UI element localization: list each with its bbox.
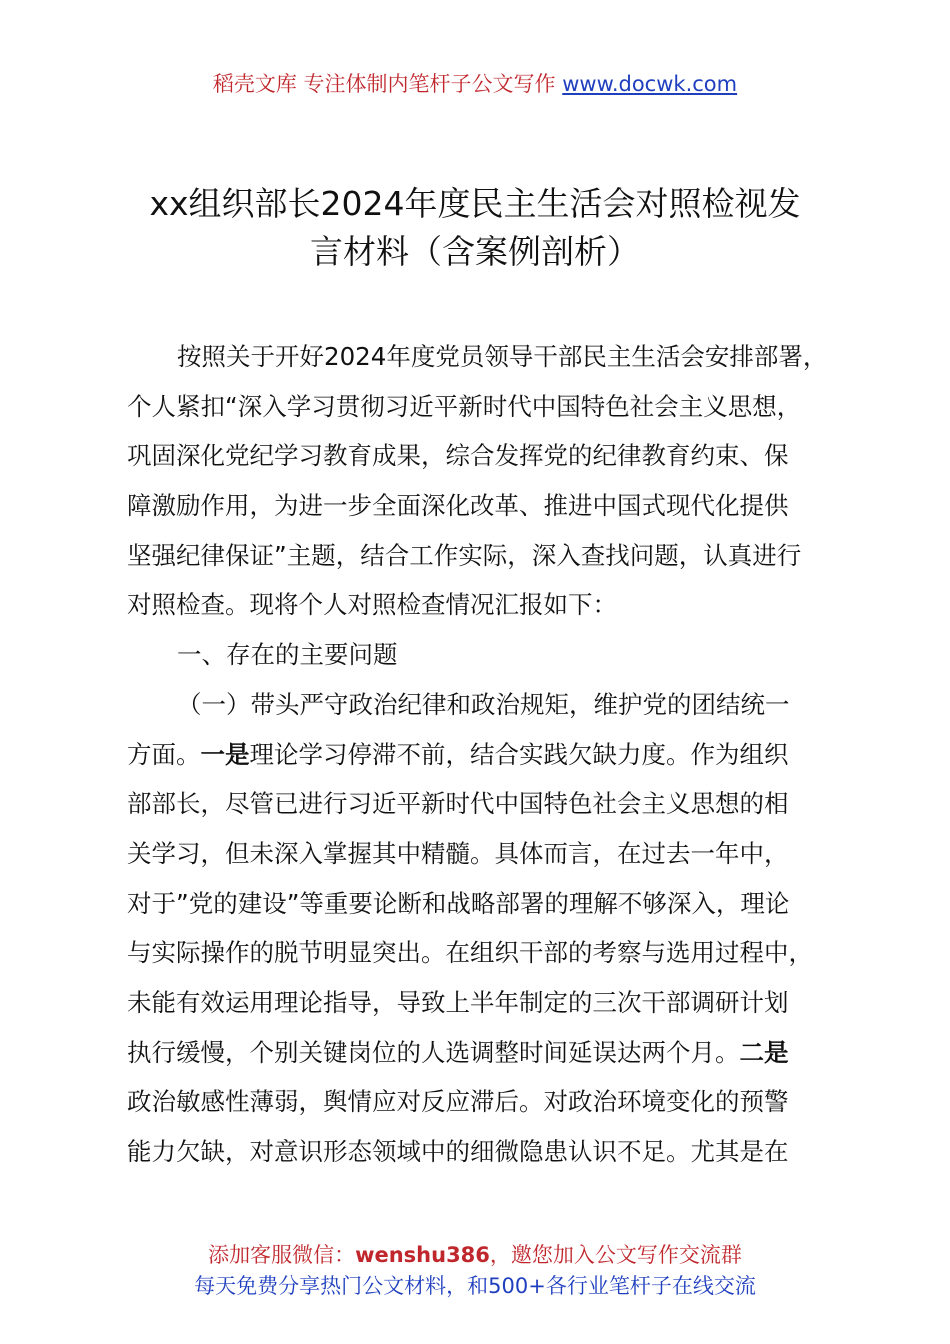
footer-text: ，邀您加入公文写作交流群 (489, 1243, 742, 1267)
text-run: 执行缓慢，个别关键岗位的人选调整时间延误达两个月。 (127, 1037, 740, 1067)
paragraph-line: 未能有效运用理论指导，导致上半年制定的三次干部调研计划 (127, 987, 789, 1017)
header-site-text: 稻壳文库 专注体制内笔杆子公文写作 (212, 72, 563, 96)
title-line-2: 言材料（含案例剖析） (310, 232, 640, 271)
paragraph-line: 能力欠缺，对意识形态领域中的细微隐患认识不足。尤其是在 (127, 1137, 789, 1166)
bold-keyword: 二是 (739, 1037, 789, 1067)
paragraph-line: 障激励作用，为进一步全面深化改革、推进中国式现代化提供 (127, 491, 789, 521)
footer-line-1 (0, 1240, 950, 1271)
paragraph-line (127, 730, 847, 780)
paragraph-line: 对于”党的建设”等重要论断和战略部署的理解不够深入，理论 (127, 888, 790, 918)
text-run: 方面。 (127, 739, 201, 769)
paragraph-line: 政治敏感性薄弱，舆情应对反应滞后。对政治环境变化的预警 (127, 1087, 789, 1117)
paragraph-line: 部部长，尽管已进行习近平新时代中国特色社会主义思想的相 (127, 789, 789, 819)
title-line-1: xx组织部长2024年度民主生活会对照检视发 (149, 184, 801, 223)
paragraph-line: 与实际操作的脱节明显突出。在组织干部的考察与选用过程中， (127, 938, 813, 968)
footer-text: 添加客服微信： (208, 1243, 356, 1267)
paragraph-line (127, 1028, 847, 1078)
paragraph-line: 对照检查。现将个人对照检查情况汇报如下： (127, 590, 617, 620)
footer-line-2: 每天免费分享热门公文材料，和500+各行业笔杆子在线交流 (194, 1274, 756, 1298)
paragraph-line: 巩固深化党纪学习教育成果，综合发挥党的纪律教育约束、保 (127, 441, 789, 471)
header-url-link[interactable]: www.docwk.com (562, 72, 738, 96)
paragraph-line: 坚强纪律保证”主题，结合工作实际，深入查找问题，认真进行 (127, 540, 802, 570)
paragraph-line: （一）带头严守政治纪律和政治规矩，维护党的团结统一 (177, 689, 790, 719)
document-body (127, 332, 847, 1177)
wechat-id: wenshu386 (355, 1243, 490, 1267)
section-heading: 一、存在的主要问题 (177, 640, 398, 670)
text-run: 理论学习停滞不前，结合实践欠缺力度。作为组织 (249, 739, 789, 769)
page-footer (0, 1240, 950, 1302)
paragraph-line: 按照关于开好2024年度党员领导干部民主生活会安排部署， (177, 342, 828, 371)
paragraph-line: 个人紧扣“深入学习贯彻习近平新时代中国特色社会主义思想， (127, 391, 802, 421)
document-title (120, 180, 830, 276)
paragraph-line: 关学习，但未深入掌握其中精髓。具体而言，在过去一年中， (127, 838, 789, 868)
page-header (0, 68, 950, 100)
bold-keyword: 一是 (200, 739, 250, 769)
